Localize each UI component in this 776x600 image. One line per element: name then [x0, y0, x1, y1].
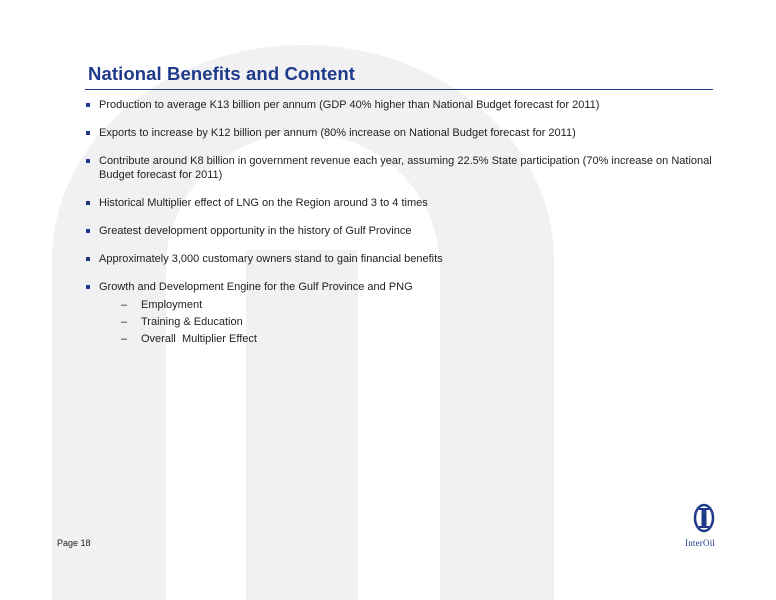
- bullet-text: Contribute around K8 billion in government revenue each year, assuming 22.5% State participation (70% increase on National Budget forecast for 2011): [99, 155, 712, 181]
- square-bullet-icon: [86, 229, 90, 233]
- sub-bullet-item: [121, 297, 716, 314]
- bullet-item: [86, 126, 716, 140]
- sub-bullet-item: [121, 331, 716, 348]
- bullet-text: Growth and Development Engine for the Gulf Province and PNG: [99, 281, 413, 293]
- dash-bullet-icon: –: [121, 299, 128, 311]
- square-bullet-icon: [86, 201, 90, 205]
- slide-title: National Benefits and Content: [88, 63, 356, 84]
- dash-bullet-icon: –: [121, 316, 128, 328]
- title-divider: [85, 89, 713, 90]
- bullet-item: [86, 252, 716, 266]
- bullet-text: Historical Multiplier effect of LNG on the Region around 3 to 4 times: [99, 197, 428, 209]
- square-bullet-icon: [86, 257, 90, 261]
- bullet-text: Approximately 3,000 customary owners stand to gain financial benefits: [99, 253, 443, 265]
- bullet-item: [86, 196, 716, 210]
- bullet-text: Exports to increase by K12 billion per annum (80% increase on National Budget forecast for 2011): [99, 127, 576, 139]
- bullet-text: Greatest development opportunity in the history of Gulf Province: [99, 225, 412, 237]
- sub-bullet-list: [99, 297, 716, 348]
- square-bullet-icon: [86, 159, 90, 163]
- sub-bullet-text: Overall Multiplier Effect: [141, 333, 257, 345]
- bullet-list: [86, 98, 716, 362]
- sub-bullet-text: Employment: [141, 299, 203, 311]
- bullet-item: [86, 280, 716, 348]
- page-number: Page 18: [57, 538, 91, 548]
- sub-bullet-item: [121, 314, 716, 331]
- sub-bullet-text: Training & Education: [141, 316, 243, 328]
- logo-wordmark: InterOil: [685, 538, 716, 548]
- square-bullet-icon: [86, 131, 90, 135]
- bullet-text: Production to average K13 billion per annum (GDP 40% higher than National Budget forecast for 2011): [99, 99, 600, 111]
- bullet-item: [86, 154, 716, 182]
- square-bullet-icon: [86, 285, 90, 289]
- bullet-item: [86, 98, 716, 112]
- square-bullet-icon: [86, 103, 90, 107]
- dash-bullet-icon: –: [121, 333, 128, 345]
- bullet-item: [86, 224, 716, 238]
